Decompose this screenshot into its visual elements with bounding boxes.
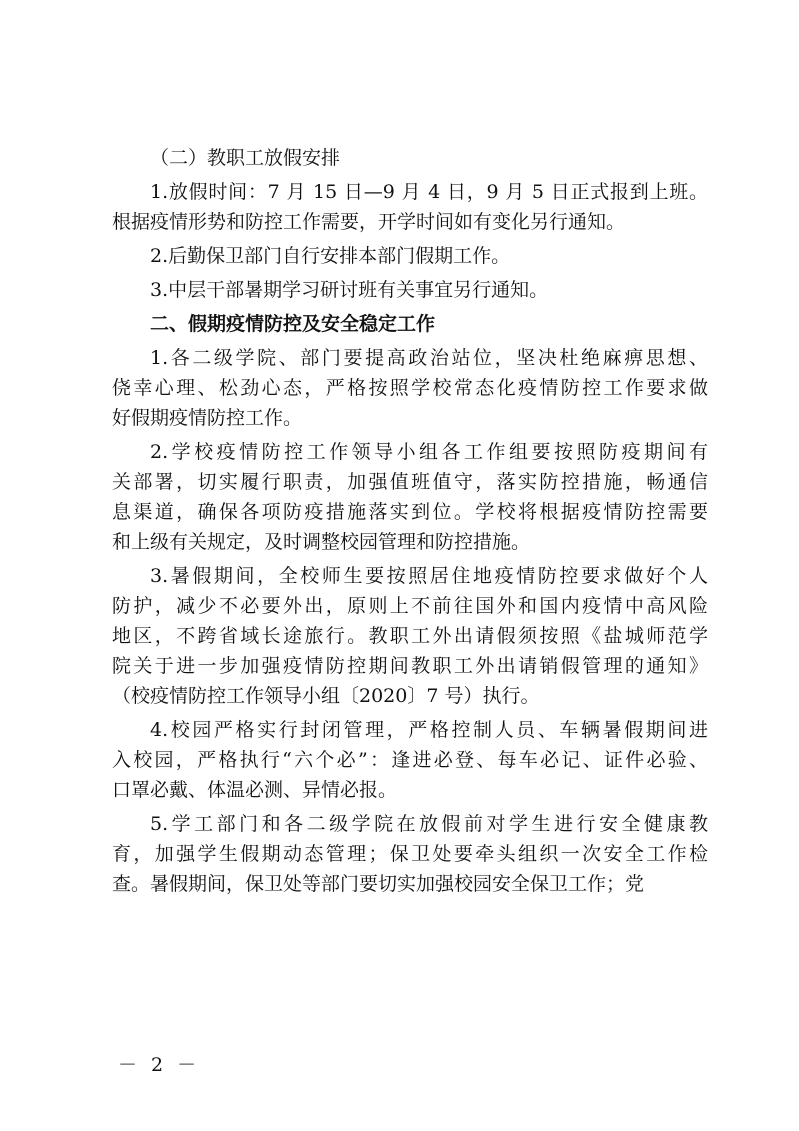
epidemic-item-paragraph	[112, 561, 708, 711]
paragraph-line: 3.暑假期间，全校师生要按照居住地疫情防控要求做好个人	[150, 565, 708, 587]
leave-item-paragraph	[112, 241, 708, 271]
epidemic-item-paragraph	[112, 809, 708, 899]
paragraph-line: 侥幸心理、松劲心态，严格按照学校常态化疫情防控工作要求做	[112, 377, 708, 399]
section-heading: 二、假期疫情防控及安全稳定工作	[150, 313, 436, 335]
paragraph-line: 入校园，严格执行“六个必”：逢进必登、每车必记、证件必验、	[112, 749, 708, 771]
section-heading-block	[112, 309, 708, 339]
paragraph-line: 院关于进一步加强疫情防控期间教职工外出请销假管理的通知》	[112, 655, 708, 677]
paragraph-line: 育，加强学生假期动态管理；保卫处要牵头组织一次安全工作检	[112, 843, 708, 865]
paragraph-line: 5.学工部门和各二级学院在放假前对学生进行安全健康教	[150, 813, 708, 835]
paragraph-line: 查。暑假期间，保卫处等部门要切实加强校园安全保卫工作；党	[112, 873, 645, 895]
paragraph-line: 和上级有关规定，及时调整校园管理和防控措施。	[112, 531, 531, 553]
paragraph-line: 关部署，切实履行职责，加强值班值守，落实防控措施，畅通信	[112, 471, 708, 493]
paragraph-line: 4.校园严格实行封闭管理，严格控制人员、车辆暑假期间进	[150, 719, 708, 741]
leave-arrangement-list	[112, 177, 708, 305]
paragraph-line: 口罩必戴、体温必测、异情必报。	[112, 779, 398, 801]
paragraph-line: 好假期疫情防控工作。	[112, 407, 303, 429]
epidemic-item-paragraph	[112, 343, 708, 433]
paragraph-line: 2.后勤保卫部门自行安排本部门假期工作。	[150, 245, 511, 267]
paragraph-line: 地区，不跨省域长途旅行。教职工外出请假须按照《盐城师范学	[112, 625, 708, 647]
epidemic-item-paragraph	[112, 715, 708, 805]
leave-item-paragraph	[112, 275, 708, 305]
subheading: （二）教职工放假安排	[150, 147, 341, 169]
subheading-block	[112, 143, 708, 173]
page-number: － 2 －	[118, 1054, 201, 1076]
paragraph-line: 1.各二级学院、部门要提高政治站位，坚决杜绝麻痹思想、	[150, 347, 708, 369]
epidemic-control-list	[112, 343, 708, 899]
paragraph-line: 2.学校疫情防控工作领导小组各工作组要按照防疫期间有	[150, 441, 708, 463]
paragraph-line: 息渠道，确保各项防疫措施落实到位。学校将根据疫情防控需要	[112, 501, 708, 523]
document-body	[112, 143, 708, 903]
paragraph-line: 1.放假时间：7 月 15 日—9 月 4 日，9 月 5 日正式报到上班。	[150, 181, 708, 203]
paragraph-line: 防护，减少不必要外出，原则上不前往国外和国内疫情中高风险	[112, 595, 708, 617]
leave-item-paragraph	[112, 177, 708, 237]
paragraph-line: 3.中层干部暑期学习研讨班有关事宜另行通知。	[150, 279, 549, 301]
paragraph-line: （校疫情防控工作领导小组〔2020〕7 号）执行。	[112, 685, 540, 707]
paragraph-line: 根据疫情形势和防控工作需要，开学时间如有变化另行通知。	[112, 211, 626, 233]
epidemic-item-paragraph	[112, 437, 708, 557]
